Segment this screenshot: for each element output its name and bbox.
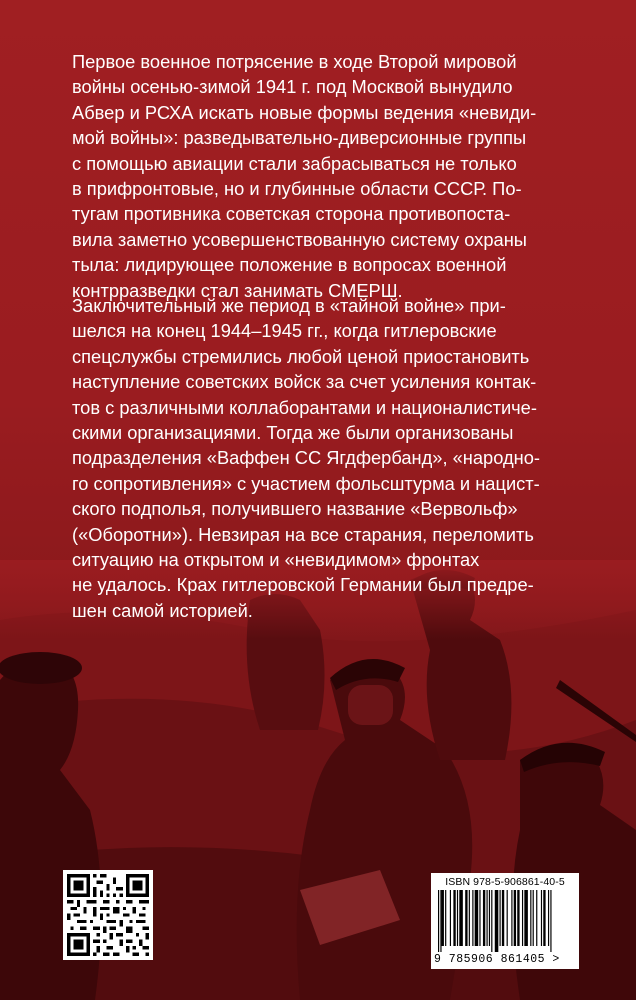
paragraph-line: войны осенью-зимой 1941 г. под Москвой вынудило — [72, 76, 513, 98]
paragraph-line: в прифронтовые, но и глубинные области СССР. По- — [72, 178, 522, 200]
paragraph-line: шелся на конец 1944–1945 гг., когда гитлеровские — [72, 320, 497, 342]
qr-code — [63, 870, 153, 960]
qr-code-icon — [67, 874, 149, 956]
ean-digits: 9 785906 861405 > — [434, 953, 560, 966]
paragraph-line: скими организациями. Тогда же были организованы — [72, 422, 514, 444]
isbn-label: ISBN 978-5-906861-40-5 — [445, 876, 565, 888]
paragraph-1 — [72, 49, 578, 303]
barcode-icon — [438, 890, 574, 952]
paragraph-line: мой войны»: разведывательно-диверсионные группы — [72, 127, 527, 149]
paragraph-line: с помощью авиации стали забрасываться не только — [72, 152, 517, 174]
paragraph-line: тугам противника советская сторона противопоста- — [72, 203, 511, 225]
paragraph-line: спецслужбы стремились любой ценой приостановить — [72, 345, 530, 367]
paragraph-line: тов с различными коллаборантами и националистиче- — [72, 396, 537, 418]
paragraph-line: шен самой историей. — [72, 599, 253, 621]
isbn-barcode — [431, 873, 579, 969]
paragraph-line: контрразведки стал занимать СМЕРШ. — [72, 279, 403, 301]
paragraph-line: подразделения «Ваффен СС Ягдфербанд», «народно- — [72, 447, 541, 469]
paragraph-line: ского подполья, получившего название «Вервольф» — [72, 498, 518, 520]
paragraph-line: («Оборотни»). Невзирая на все старания, переломить — [72, 523, 534, 545]
paragraph-line: Заключительный же период в «тайной войне» при- — [72, 295, 506, 316]
paragraph-line: вила заметно усовершенствованную систему охраны — [72, 228, 527, 250]
paragraph-line: не удалось. Крах гитлеровской Германии был предре- — [72, 574, 534, 596]
paragraph-line: ситуацию на открытом и «невидимом» фронтах — [72, 549, 480, 571]
paragraph-2 — [72, 293, 578, 623]
paragraph-line: го сопротивления» с участием фольсштурма и нацист- — [72, 472, 540, 494]
paragraph-line: Первое военное потрясение в ходе Второй мировой — [72, 51, 517, 72]
paragraph-line: тыла: лидирующее положение в вопросах военной — [72, 254, 507, 276]
paragraph-line: наступление советских войск за счет усиления контак- — [72, 371, 537, 393]
paragraph-line: Абвер и РСХА искать новые формы ведения «невиди- — [72, 101, 537, 123]
